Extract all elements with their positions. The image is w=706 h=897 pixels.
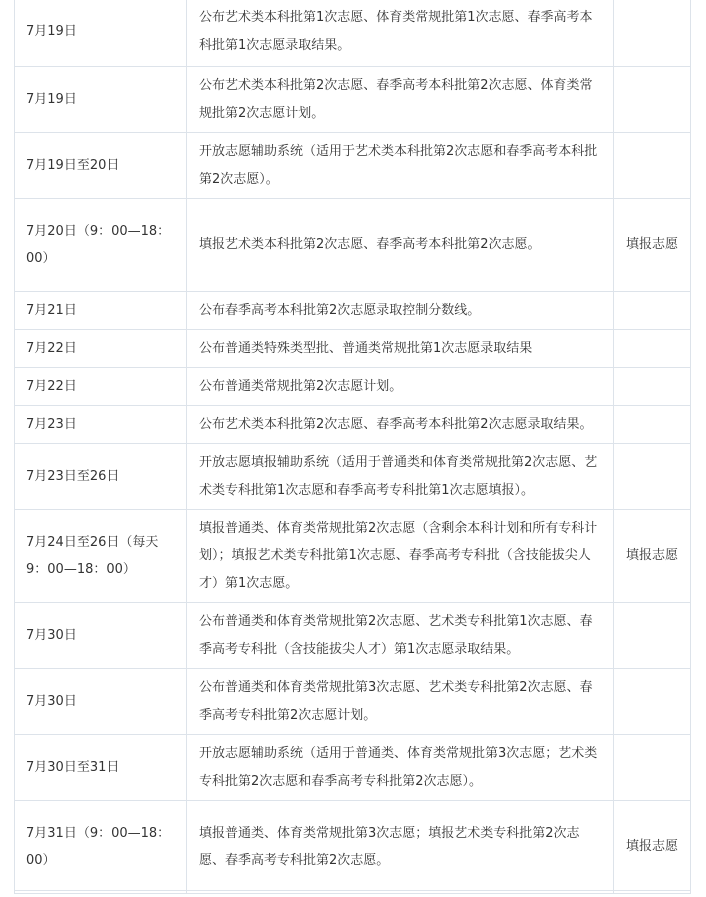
table-row xyxy=(15,67,691,133)
note-cell: 填报志愿 xyxy=(614,510,691,603)
event-cell: 公布普通类和体育类常规批第2次志愿、艺术类专科批第1次志愿、春季高考专科批（含技能拔尖人才）第1次志愿录取结果。 xyxy=(187,603,614,669)
date-cell: 7月23日至26日 xyxy=(15,444,187,510)
event-cell: 公布艺术类本科批第1次志愿、体育类常规批第1次志愿、春季高考本科批第1次志愿录取结果。 xyxy=(187,0,614,67)
table-row xyxy=(15,801,691,894)
table-row xyxy=(15,0,691,67)
schedule-table xyxy=(14,0,691,894)
date-cell: 7月31日（9：00—18：00） xyxy=(15,801,187,894)
note-cell xyxy=(614,67,691,133)
event-cell: 公布艺术类本科批第2次志愿、春季高考本科批第2次志愿、体育类常规批第2次志愿计划。 xyxy=(187,67,614,133)
note-cell xyxy=(614,292,691,330)
event-cell: 开放志愿辅助系统（适用于艺术类本科批第2次志愿和春季高考本科批第2次志愿）。 xyxy=(187,133,614,199)
table-row xyxy=(15,735,691,801)
note-cell xyxy=(614,444,691,510)
note-cell xyxy=(614,0,691,67)
note-cell xyxy=(614,735,691,801)
table-row xyxy=(15,133,691,199)
note-cell xyxy=(614,133,691,199)
event-cell: 开放志愿填报辅助系统（适用于普通类和体育类常规批第2次志愿、艺术类专科批第1次志愿和春季高考专科批第1次志愿填报）。 xyxy=(187,444,614,510)
event-cell: 填报普通类、体育类常规批第3次志愿；填报艺术类专科批第2次志愿、春季高考专科批第2次志愿。 xyxy=(187,801,614,894)
event-cell: 开放志愿辅助系统（适用于普通类、体育类常规批第3次志愿；艺术类专科批第2次志愿和春季高考专科批第2次志愿）。 xyxy=(187,735,614,801)
date-cell: 7月30日 xyxy=(15,603,187,669)
event-cell: 公布普通类和体育类常规批第3次志愿、艺术类专科批第2次志愿、春季高考专科批第2次志愿计划。 xyxy=(187,669,614,735)
table-row xyxy=(15,199,691,292)
event-cell: 公布普通类特殊类型批、普通类常规批第1次志愿录取结果 xyxy=(187,330,614,368)
date-cell: 7月24日至26日（每天9：00—18：00） xyxy=(15,510,187,603)
table-row xyxy=(15,444,691,510)
event-cell: 填报艺术类本科批第2次志愿、春季高考本科批第2次志愿。 xyxy=(187,199,614,292)
table-row xyxy=(15,330,691,368)
note-cell xyxy=(614,330,691,368)
note-cell xyxy=(614,669,691,735)
event-cell: 公布普通类常规批第2次志愿计划。 xyxy=(187,368,614,406)
date-cell: 7月22日 xyxy=(15,368,187,406)
event-cell: 填报普通类、体育类常规批第2次志愿（含剩余本科计划和所有专科计划）；填报艺术类专科批第1次志愿、春季高考专科批（含技能拔尖人才）第1次志愿。 xyxy=(187,510,614,603)
event-cell: 公布艺术类本科批第2次志愿、春季高考本科批第2次志愿录取结果。 xyxy=(187,406,614,444)
table-row xyxy=(15,368,691,406)
date-cell: 7月30日至31日 xyxy=(15,735,187,801)
date-cell: 7月23日 xyxy=(15,406,187,444)
table-row xyxy=(15,510,691,603)
date-cell: 7月19日 xyxy=(15,0,187,67)
table-row xyxy=(15,603,691,669)
table-bottom-border xyxy=(14,890,691,891)
date-cell: 7月19日 xyxy=(15,67,187,133)
table-row xyxy=(15,406,691,444)
date-cell: 7月20日（9：00—18：00） xyxy=(15,199,187,292)
event-cell: 公布春季高考本科批第2次志愿录取控制分数线。 xyxy=(187,292,614,330)
note-cell: 填报志愿 xyxy=(614,199,691,292)
date-cell: 7月22日 xyxy=(15,330,187,368)
note-cell xyxy=(614,603,691,669)
table-row xyxy=(15,669,691,735)
schedule-table-wrapper xyxy=(14,0,691,894)
note-cell: 填报志愿 xyxy=(614,801,691,894)
note-cell xyxy=(614,406,691,444)
table-row xyxy=(15,292,691,330)
date-cell: 7月21日 xyxy=(15,292,187,330)
note-cell xyxy=(614,368,691,406)
date-cell: 7月19日至20日 xyxy=(15,133,187,199)
date-cell: 7月30日 xyxy=(15,669,187,735)
